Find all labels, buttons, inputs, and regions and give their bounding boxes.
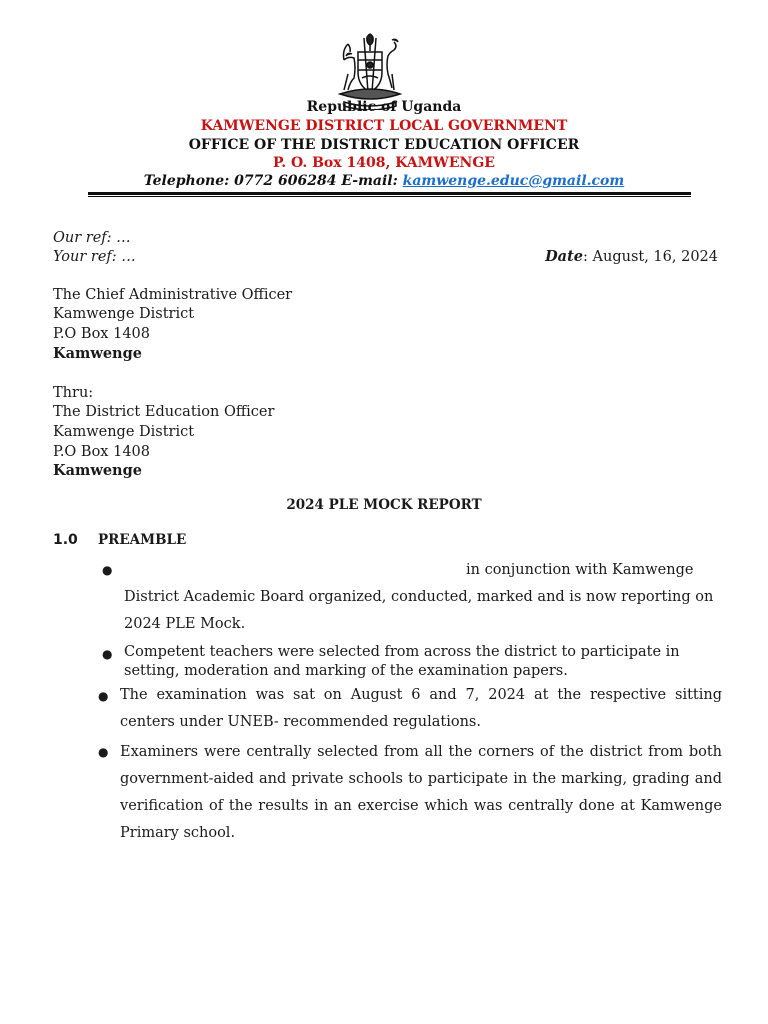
our-ref: Our ref: … <box>53 230 131 246</box>
bullet-2-text: Competent teachers were selected from across the district to participate in setting, moderation and marking of the examination papers. <box>124 644 680 679</box>
thru-line-2: Kamwenge District <box>53 424 195 440</box>
office-heading: OFFICE OF THE DISTRICT EDUCATION OFFICER <box>188 137 580 153</box>
telephone-label: Telephone: 0772 606284 E-mail: <box>143 173 398 189</box>
report-title: 2024 PLE MOCK REPORT <box>286 497 482 513</box>
recipient-line-2: Kamwenge District <box>53 306 195 322</box>
your-ref: Your ref: … <box>53 249 136 265</box>
republic-heading: Republic of Uganda <box>306 99 462 115</box>
date-line <box>545 247 718 267</box>
date-value: : August, 16, 2024 <box>583 249 718 265</box>
bullet-1-text: District Academic Board organized, conducted, marked and is now reporting on 2024 PLE Mock. <box>124 589 714 632</box>
bullet-1-first-line: in conjunction with Kamwenge <box>466 562 694 578</box>
bullet-dot-3: ● <box>98 689 109 703</box>
bullet-dot-2: ● <box>102 647 113 661</box>
date-label: Date <box>545 248 584 265</box>
coat-of-arms-icon <box>334 30 406 110</box>
contact-line <box>0 173 768 189</box>
bullet-3-text: The examination was sat on August 6 and 7, 2024 at the respective sitting centers under UNEB- recommended regulations. <box>120 687 722 730</box>
section-title: PREAMBLE <box>98 532 187 548</box>
header-divider-thin <box>88 196 691 197</box>
bullet-dot-4: ● <box>98 745 109 759</box>
thru-line-3: P.O Box 1408 <box>53 444 150 460</box>
postal-address-heading: P. O. Box 1408, KAMWENGE <box>273 155 495 171</box>
thru-line-4: Kamwenge <box>53 462 142 479</box>
recipient-line-3: P.O Box 1408 <box>53 326 150 342</box>
recipient-line-4: Kamwenge <box>53 345 142 362</box>
header-divider-thick <box>88 192 691 195</box>
bullet-dot-1: ● <box>102 563 113 577</box>
thru-line-1: The District Education Officer <box>53 404 275 420</box>
section-number: 1.0 <box>53 532 78 548</box>
thru-label: Thru: <box>53 385 94 401</box>
district-heading: KAMWENGE DISTRICT LOCAL GOVERNMENT <box>200 118 568 134</box>
bullet-4-text: Examiners were centrally selected from all the corners of the district from both government-aided and private schools to participate in the marking, grading and verification of the results in an exercise which was centrally done at Kamwenge Primary school. <box>120 744 722 841</box>
recipient-line-1: The Chief Administrative Officer <box>53 287 293 303</box>
email-link[interactable]: kamwenge.educ@gmail.com <box>402 173 625 189</box>
